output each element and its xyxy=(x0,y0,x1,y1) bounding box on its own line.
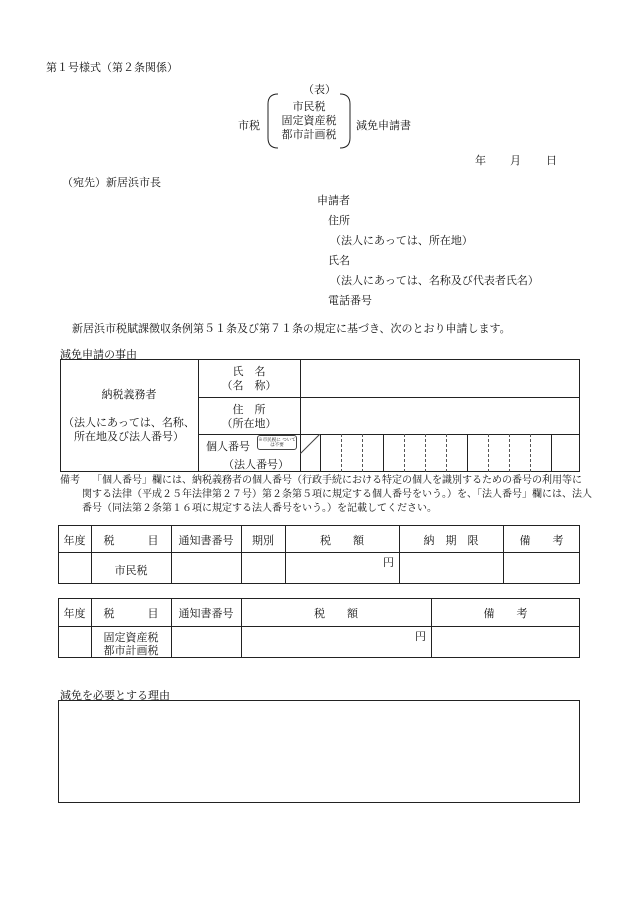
necessity-heading: 減免を必要とする理由 xyxy=(60,689,170,702)
date-month: 月 xyxy=(510,154,521,167)
number-field[interactable] xyxy=(301,435,579,471)
applicant-address-label: 住所 xyxy=(328,214,350,227)
necessity-reason-field[interactable] xyxy=(58,700,580,803)
corp-number-label: （法人番号） xyxy=(223,458,289,471)
t2-header-year: 年度 xyxy=(63,607,86,620)
title-tax-kotei: 固定資産税 xyxy=(281,114,337,127)
t1-header-remarks: 備 考 xyxy=(519,534,564,547)
applicant-heading: 申請者 xyxy=(317,194,350,207)
title-taxes xyxy=(276,100,342,142)
t1-header-tax: 税 目 xyxy=(103,534,159,547)
t1-header-due: 納 期 限 xyxy=(423,534,479,547)
t2-header-amount: 税 額 xyxy=(314,607,358,620)
number-label: 個人番号 xyxy=(206,440,250,453)
applicant-name-note: （法人にあっては、名称及び代表者氏名） xyxy=(330,274,539,287)
t1-header-amount: 税 額 xyxy=(320,534,364,547)
omote-label: （表） xyxy=(303,83,336,96)
t2-header-remarks: 備 考 xyxy=(483,607,528,620)
remarks-line-3: 番号（同法第２条第１６項に規定する法人番号をいう。）を記載してください。 xyxy=(82,503,437,514)
applicant-address-note: （法人にあっては、所在地） xyxy=(330,234,473,247)
addressee: （宛先）新居浜市長 xyxy=(62,176,161,189)
date-day: 日 xyxy=(546,154,557,167)
t2-row-yen: 円 xyxy=(415,630,426,643)
title-tax-shimin: 市民税 xyxy=(292,100,326,113)
taxpayer-note-1: （法人にあっては、名称、 xyxy=(63,416,195,429)
applicant-name-label: 氏名 xyxy=(328,254,350,267)
t1-row-tax: 市民税 xyxy=(114,564,148,577)
name-line-2: （名 称） xyxy=(221,379,277,392)
t1-header-notice: 通知書番号 xyxy=(178,534,234,547)
form-number: 第１号様式（第２条関係） xyxy=(46,61,178,74)
reason-heading: 減免申請の事由 xyxy=(60,348,137,361)
t1-header-period: 期別 xyxy=(252,534,274,547)
taxpayer-label: 納税義務者 xyxy=(101,388,157,401)
t2-row-tax-2: 都市計画税 xyxy=(103,644,159,657)
remarks-line-1: 「個人番号」欄には、納税義務者の個人番号（行政手続における特定の個人を識別するための番号の利用等に xyxy=(92,475,582,486)
address-line-2: （所在地） xyxy=(221,417,277,430)
taxpayer-note-2: 所在地及び法人番号） xyxy=(74,430,184,443)
taxpayer-address-field[interactable] xyxy=(301,398,579,434)
t1-row-yen: 円 xyxy=(383,556,394,569)
remarks-line-2: 関する法律（平成２５年法律第２７号）第２条第５項に規定する個人番号をいう。）を、「法人番号」欄には、法人 xyxy=(82,489,592,500)
name-line-1: 氏 名 xyxy=(232,365,266,378)
title-prefix: 市税 xyxy=(238,119,260,132)
date-year: 年 xyxy=(475,154,486,167)
t1-header-year: 年度 xyxy=(63,534,86,547)
applicant-phone-label: 電話番号 xyxy=(328,294,372,307)
number-note-box: ※市民税に ついては不要 xyxy=(257,435,297,450)
t2-header-notice: 通知書番号 xyxy=(178,607,234,620)
t2-header-tax: 税 目 xyxy=(103,607,159,620)
intro-text: 新居浜市税賦課徴収条例第５１条及び第７１条の規定に基づき、次のとおり申請します。 xyxy=(72,322,511,335)
title-tax-toshi: 都市計画税 xyxy=(281,128,337,141)
remarks-label: 備考 xyxy=(60,475,80,486)
address-line-1: 住 所 xyxy=(232,403,266,416)
t2-row-tax-1: 固定資産税 xyxy=(103,631,159,644)
taxpayer-name-field[interactable] xyxy=(301,360,579,397)
title-suffix: 減免申請書 xyxy=(356,119,411,132)
